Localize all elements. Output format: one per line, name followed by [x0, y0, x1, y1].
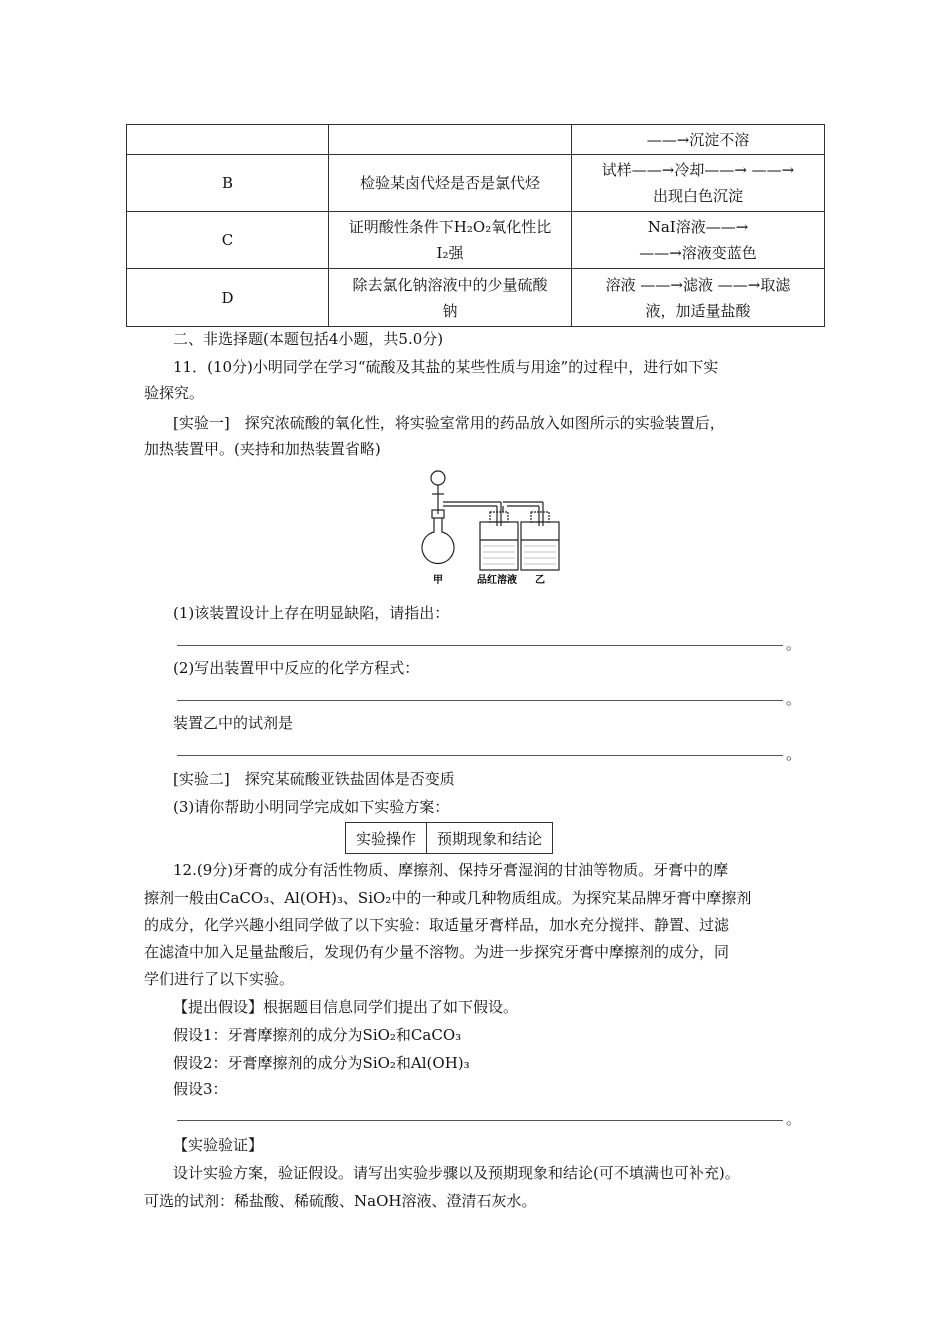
verify-line: 设计实验方案，验证假设。请写出实验步骤以及预期现象和结论(可不填满也可补充)。 [173, 1164, 740, 1182]
section-title: 二、非选择题(本题包括4小题，共5.0分) [173, 330, 444, 348]
q12-line: 在滤渣中加入足量盐酸后，发现仍有少量不溶物。为进一步探究牙膏中摩擦剂的成分，同 [144, 943, 730, 961]
purpose-line: 钠 [442, 301, 458, 320]
answer-blank-2[interactable] [177, 700, 783, 701]
option-scheme [572, 155, 825, 212]
answer-blank-4[interactable] [177, 1120, 783, 1121]
scheme-line: 试样——→冷却——→ ——→ [601, 161, 795, 179]
option-label: D [127, 269, 329, 327]
question-1: (1)该装置设计上存在明显缺陷，请指出： [173, 604, 450, 622]
answer-blank-1[interactable] [177, 645, 783, 646]
column-header: 预期现象和结论 [427, 823, 553, 854]
option-label [127, 125, 329, 155]
hypothesis-3: 假设3： [173, 1080, 228, 1098]
option-purpose [329, 212, 572, 269]
scheme-line: ——→溶液变蓝色 [639, 244, 757, 262]
option-scheme: ——→沉淀不溶 [572, 125, 825, 155]
experiment-1-cont: 加热装置甲。(夹持和加热装置省略) [144, 440, 381, 458]
label-yi: 乙 [535, 575, 545, 586]
hypothesis-title: 【提出假设】根据题目信息同学们提出了如下假设。 [173, 998, 519, 1016]
column-header: 实验操作 [346, 823, 427, 854]
verify-title: 【实验验证】 [173, 1136, 264, 1154]
scheme-line: 溶液 ——→滤液 ——→取滤 [605, 275, 791, 294]
hypothesis-1: 假设1：牙膏摩擦剂的成分为SiO₂和CaCO₃ [173, 1026, 462, 1044]
period: 。 [786, 690, 802, 708]
q12-line: 学们进行了以下实验。 [144, 970, 295, 988]
question-3: (3)请你帮助小明同学完成如下实验方案： [173, 798, 450, 816]
q11-intro-cont: 验探究。 [144, 384, 205, 402]
answer-blank-3[interactable] [177, 755, 783, 756]
period: 。 [786, 635, 802, 653]
question-2b: 装置乙中的试剂是 [173, 714, 294, 732]
q12-line: 擦剂一般由CaCO₃、Al(OH)₃、SiO₂中的一种或几种物质组成。为探究某品牌牙膏中摩擦剂 [144, 889, 752, 907]
table-row [127, 125, 825, 155]
option-purpose: 检验某卤代烃是否是氯代烃 [329, 155, 572, 212]
option-scheme [572, 212, 825, 269]
verify-line: 可选的试剂：稀盐酸、稀硫酸、NaOH溶液、澄清石灰水。 [144, 1192, 537, 1210]
option-scheme [572, 269, 825, 327]
q11-intro: 11．(10分)小明同学在学习“硫酸及其盐的某些性质与用途”的过程中，进行如下实 [173, 358, 719, 376]
experiment-plan-table [345, 822, 553, 854]
option-purpose [329, 125, 572, 155]
period: 。 [786, 1110, 802, 1128]
purpose-line: 证明酸性条件下H₂O₂氧化性比 [348, 218, 552, 236]
table-row [127, 269, 825, 327]
q12-line: 的成分，化学兴趣小组同学做了以下实验：取适量牙膏样品，加水充分搅拌、静置、过滤 [144, 916, 730, 934]
label-jia: 甲 [433, 575, 443, 586]
label-pinhong: 品红溶液 [477, 575, 517, 586]
apparatus-figure [405, 466, 585, 586]
experiment-2: [实验二] 探究某硫酸亚铁盐固体是否变质 [173, 770, 455, 788]
q12-line: 12.(9分)牙膏的成分有活性物质、摩擦剂、保持牙膏湿润的甘油等物质。牙膏中的摩 [173, 861, 729, 879]
options-table [126, 124, 825, 327]
scheme-line: 液，加适量盐酸 [645, 301, 751, 320]
period: 。 [786, 745, 802, 763]
scheme-line: NaI溶液——→ [647, 218, 749, 236]
purpose-line: 除去氯化钠溶液中的少量硫酸 [352, 275, 548, 294]
purpose-line: I₂强 [436, 244, 464, 262]
hypothesis-2: 假设2：牙膏摩擦剂的成分为SiO₂和Al(OH)₃ [173, 1054, 470, 1072]
scheme-line: 出现白色沉淀 [652, 187, 743, 205]
question-2: (2)写出装置甲中反应的化学方程式： [173, 659, 420, 677]
experiment-1: [实验一] 探究浓硫酸的氧化性，将实验室常用的药品放入如图所示的实验装置后， [173, 414, 725, 432]
option-label: B [127, 155, 329, 212]
option-label: C [127, 212, 329, 269]
option-purpose [329, 269, 572, 327]
table-row [127, 155, 825, 212]
table-row [127, 212, 825, 269]
